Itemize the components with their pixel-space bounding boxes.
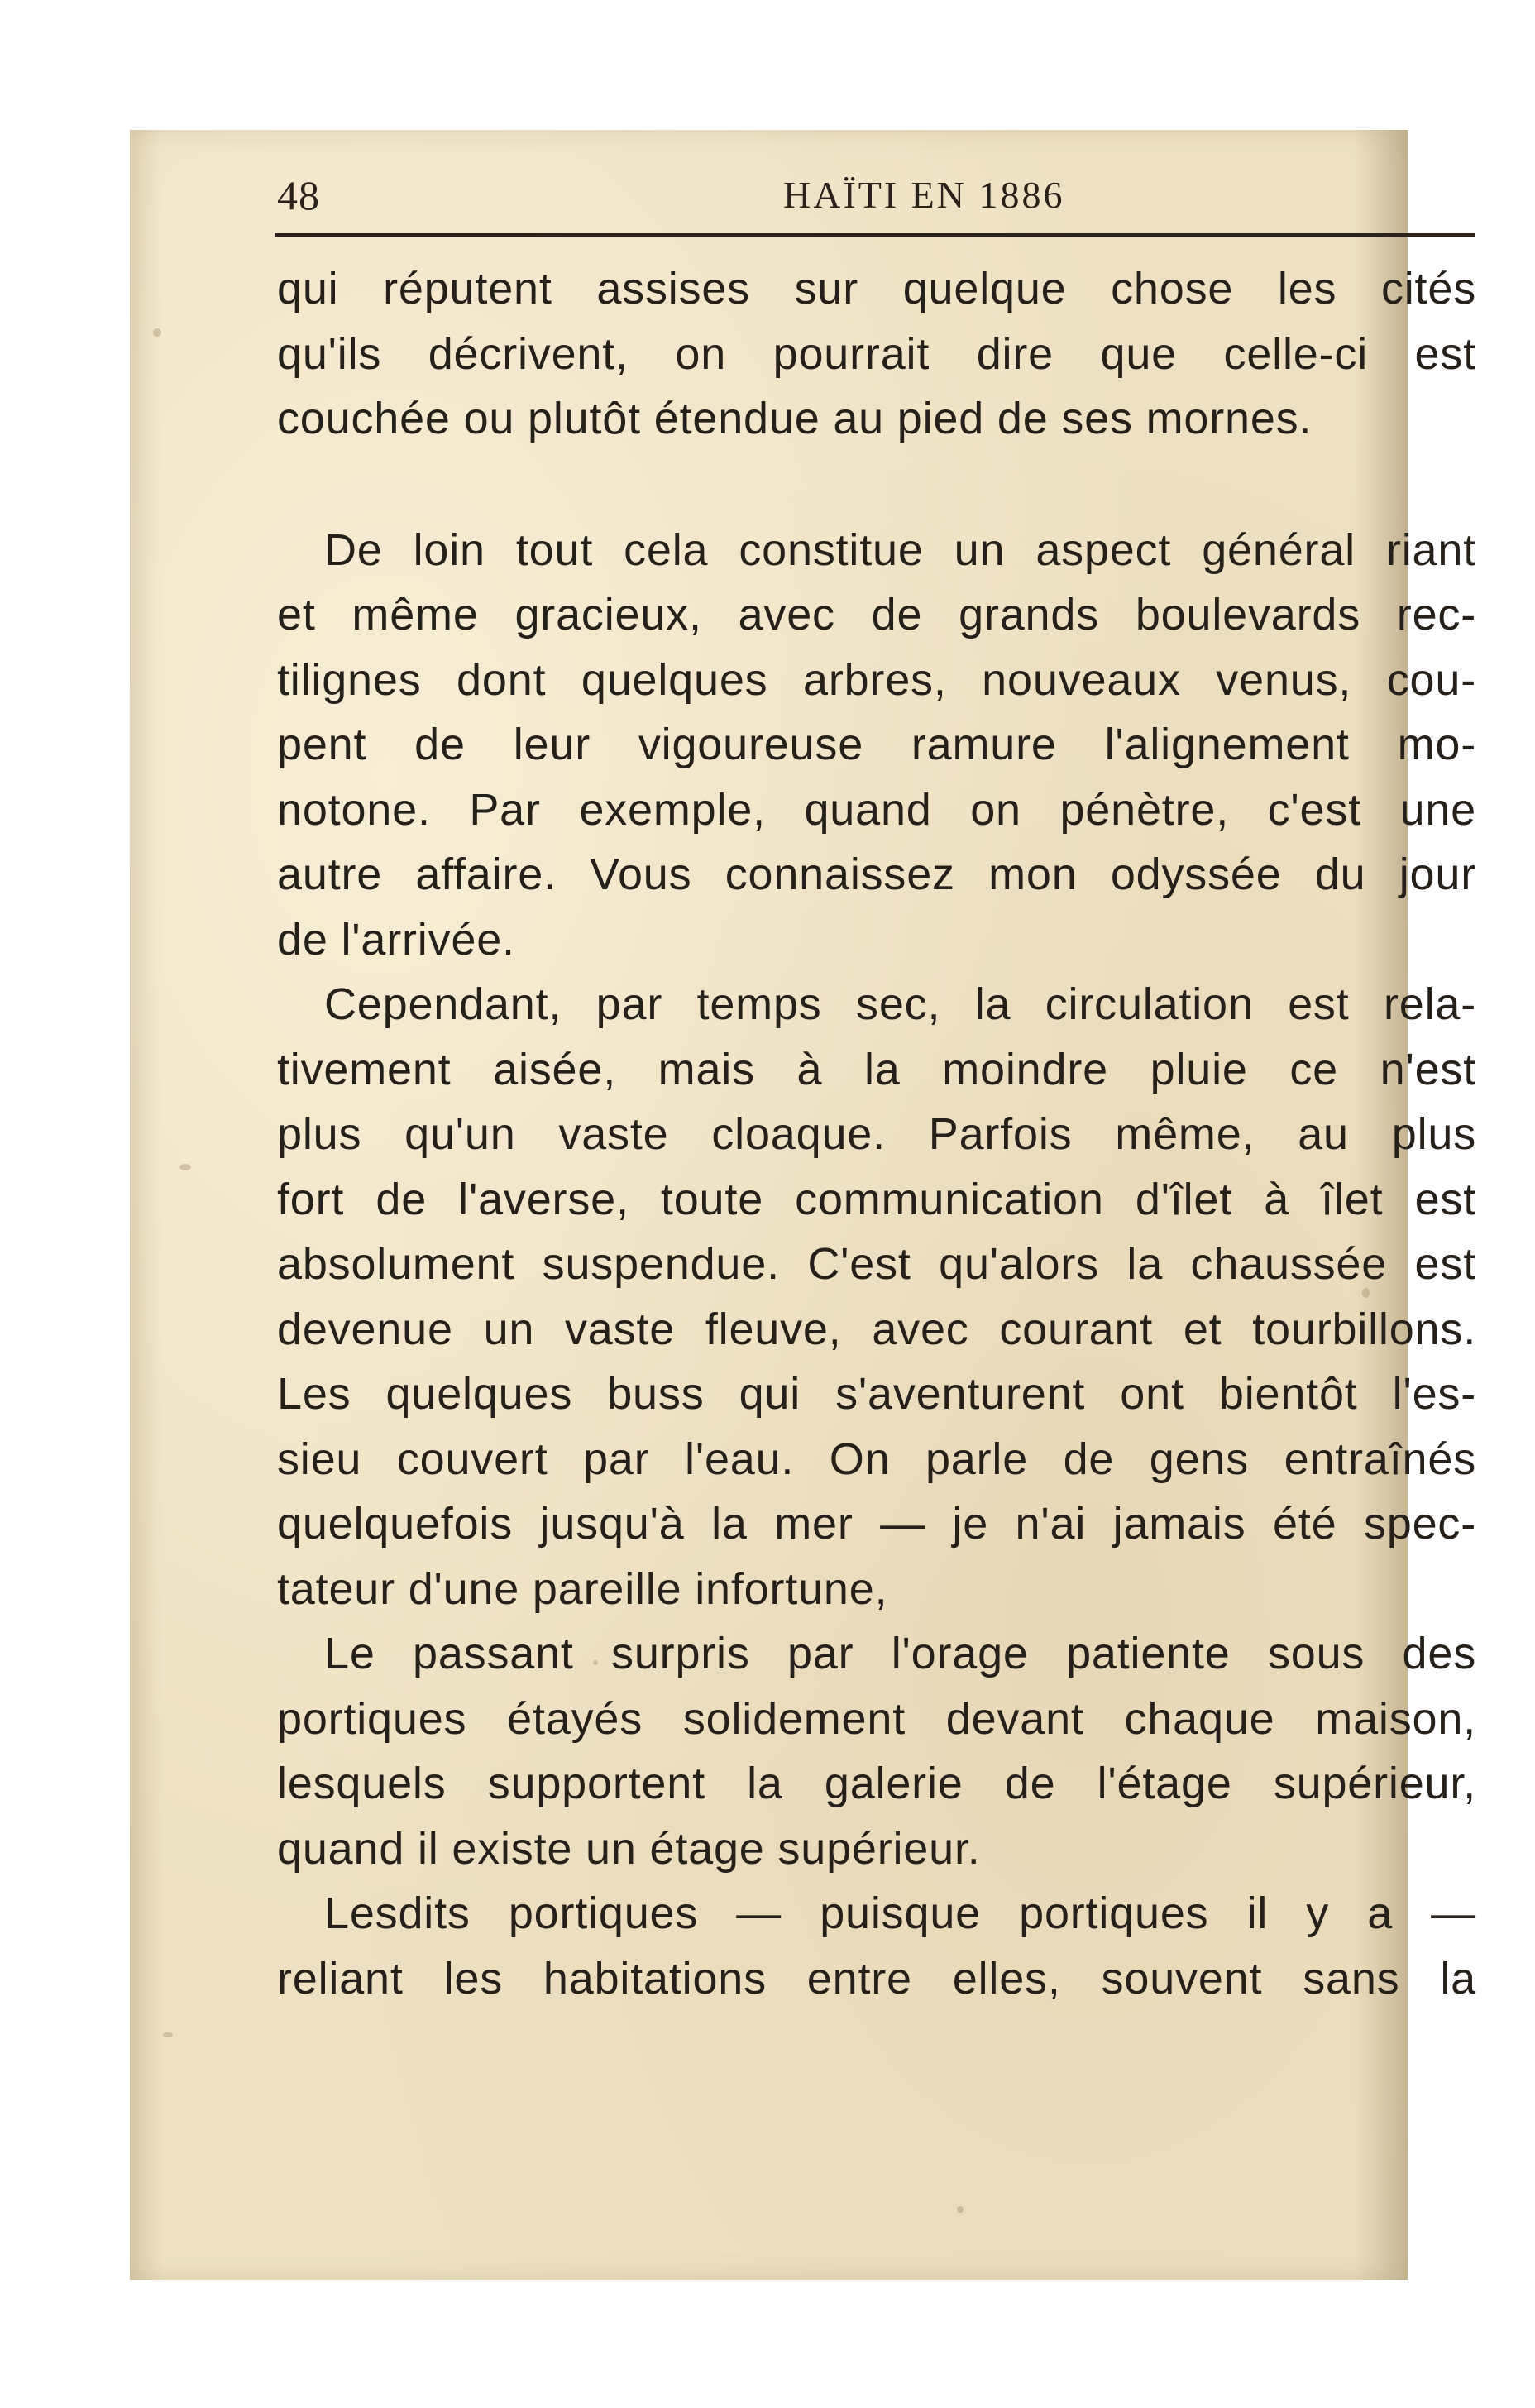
paragraph <box>277 1621 1476 1881</box>
text-line: pent de leur vigoureuse ramure l'alignement mo- <box>277 720 1476 769</box>
text-line: qui réputent assises sur quelque chose les cités <box>277 264 1476 314</box>
text-line: de l'arrivée. <box>277 914 515 965</box>
text-line: et même gracieux, avec de grands boulevards rec- <box>277 590 1476 639</box>
paragraph <box>277 256 1476 452</box>
paragraph <box>277 1881 1476 2011</box>
paragraph-gap <box>277 452 1476 518</box>
header-rule <box>275 233 1475 237</box>
text-line: qu'ils décrivent, on pourrait dire que celle-ci est <box>277 328 1476 379</box>
paper-speck <box>153 328 161 337</box>
text-line: portiques étayés solidement devant chaque maison, <box>277 1693 1476 1744</box>
text-line: Le passant surpris par l'orage patiente sous des <box>324 1629 1476 1678</box>
text-line: quelquefois jusqu'à la mer — je n'ai jamais été spec- <box>277 1499 1476 1549</box>
paper-speck <box>957 2206 964 2213</box>
text-line: tateur d'une pareille infortune, <box>277 1563 888 1614</box>
running-header <box>277 163 1476 221</box>
paper-speck <box>593 1660 598 1665</box>
paragraph <box>277 518 1476 973</box>
text-line: couchée ou plutôt étendue au pied de ses mornes. <box>277 394 1313 443</box>
book-page <box>130 130 1476 2280</box>
text-line: tilignes dont quelques arbres, nouveaux venus, cou- <box>277 654 1476 705</box>
text-line: notone. Par exemple, quand on pénètre, c'est une <box>277 784 1476 835</box>
paragraph <box>277 972 1476 1621</box>
text-line: quand il existe un étage supérieur. <box>277 1823 981 1874</box>
paper-speck <box>163 2032 173 2037</box>
text-line: autre affaire. Vous connaissez mon odyssée du jour <box>277 850 1476 899</box>
text-line: devenue un vaste fleuve, avec courant et tourbillons. <box>277 1304 1476 1354</box>
body-text <box>277 256 1476 2011</box>
text-line: plus qu'un vaste cloaque. Parfois même, au plus <box>277 1109 1476 1159</box>
text-line: reliant les habitations entre elles, souvent sans la <box>277 1953 1476 2003</box>
paper-speck <box>1362 1288 1370 1298</box>
text-line: fort de l'averse, toute communication d'îlet à îlet est <box>277 1174 1476 1224</box>
paper-speck <box>179 1164 191 1170</box>
text-line: Cependant, par temps sec, la circulation est rela- <box>324 979 1476 1029</box>
running-title: HAÏTI EN 1886 <box>783 174 1065 216</box>
text-line: lesquels supportent la galerie de l'étage supérieur, <box>277 1759 1476 1808</box>
text-line: De loin tout cela constitue un aspect général riant <box>324 524 1476 575</box>
page-number: 48 <box>277 172 320 218</box>
text-line: Les quelques buss qui s'aventurent ont bientôt l'es- <box>277 1369 1476 1419</box>
text-line: Lesdits portiques — puisque portiques il y a — <box>324 1889 1476 1938</box>
text-line: absolument suspendue. C'est qu'alors la chaussée est <box>277 1239 1476 1289</box>
text-line: tivement aisée, mais à la moindre pluie ce n'est <box>277 1044 1476 1094</box>
text-line: sieu couvert par l'eau. On parle de gens entraînés <box>277 1434 1476 1484</box>
